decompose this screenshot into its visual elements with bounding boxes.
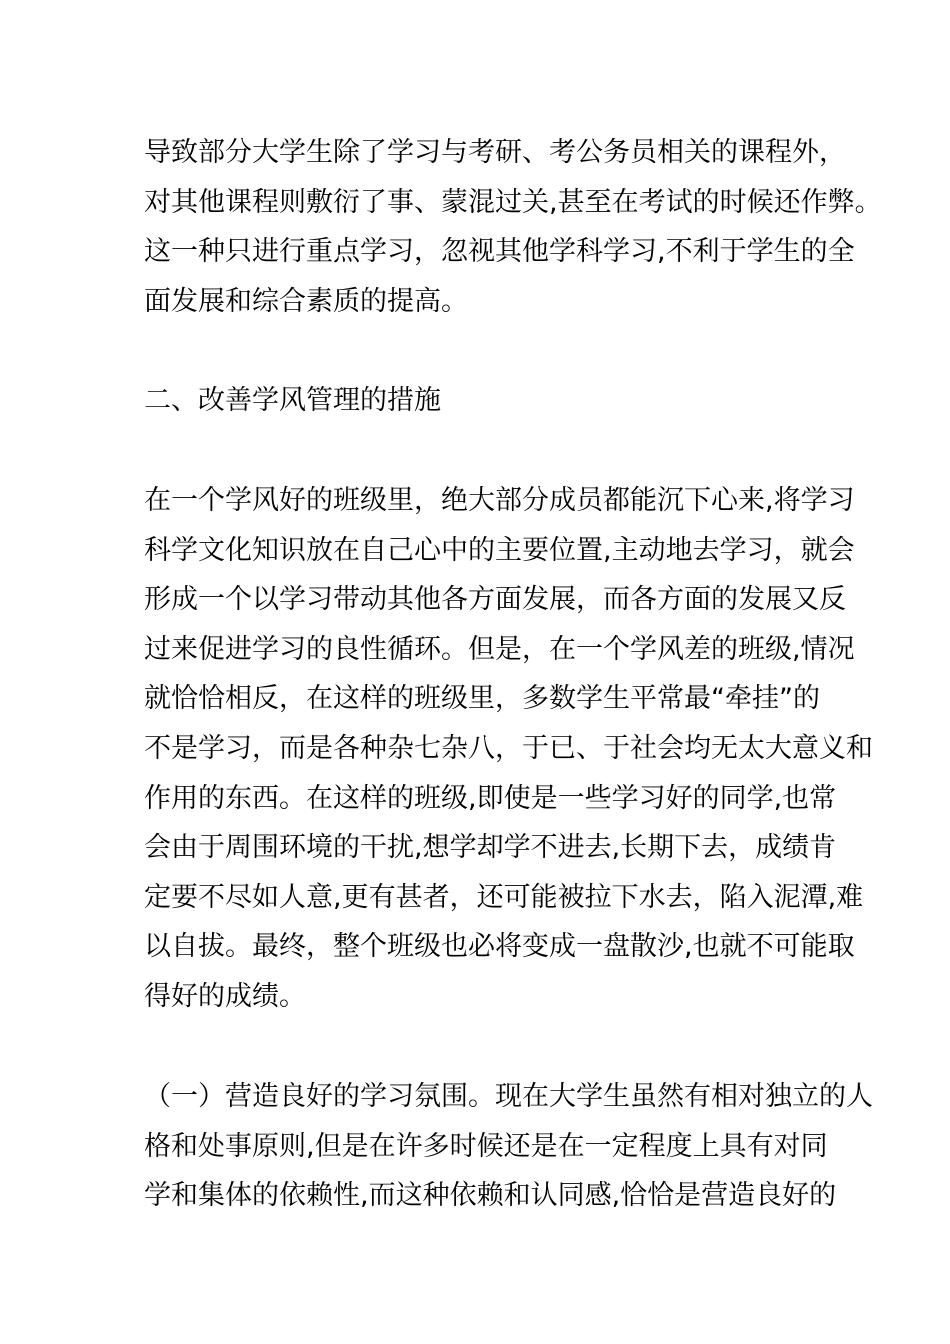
text-line: 面发展和综合素质的提高。 [144,285,468,317]
text-line: 这一种只进行重点学习，忽视其他学科学习,不利于学生的全 [144,236,855,268]
text-line: （一）营造良好的学习氛围。现在大学生虽然有相对独立的人 [144,1081,873,1112]
text-line: 在一个学风好的班级里，绝大部分成员都能沉下心来,将学习 [144,485,855,516]
text-line: 会由于周围环境的干扰,想学却学不进去,长期下去，成绩肯 [144,832,837,864]
body-paragraph-1 [144,128,882,326]
text-line: 以自拔。最终，整个班级也必将变成一盘散沙,也就不可能取 [144,931,855,963]
text-line: 过来促进学习的良性循环。但是，在一个学风差的班级,情况 [144,633,855,665]
text-line: 定要不尽如人意,更有甚者，还可能被拉下水去，陷入泥潭,难 [144,881,864,913]
text-line: 得好的成绩。 [144,980,306,1012]
text-line: 格和处事原则,但是在许多时候还是在一定程度上具有对同 [144,1130,828,1162]
text-line: 科学文化知识放在自己心中的主要位置,主动地去学习，就会 [144,534,855,566]
text-line: 形成一个以学习带动其他各方面发展，而各方面的发展又反 [144,584,846,616]
body-paragraph-3 [144,1072,873,1221]
text-line: 就恰恰相反，在这样的班级里，多数学生平常最“牵挂”的 [144,683,820,715]
text-line: 对其他课程则敷衍了事、蒙混过关,甚至在考试的时候还作弊。 [144,186,882,218]
text-line: 学和集体的依赖性,而这种依赖和认同感,恰恰是营造良好的 [144,1180,837,1212]
section-heading: 二、改善学风管理的措施 [144,385,441,416]
text-line: 作用的东西。在这样的班级,即使是一些学习好的同学,也常 [144,782,837,814]
body-paragraph-2 [144,476,873,1022]
text-line: 不是学习，而是各种杂七杂八，于已、于社会均无太大意义和 [144,732,873,764]
text-line: 导致部分大学生除了学习与考研、考公务员相关的课程外， [144,137,846,168]
